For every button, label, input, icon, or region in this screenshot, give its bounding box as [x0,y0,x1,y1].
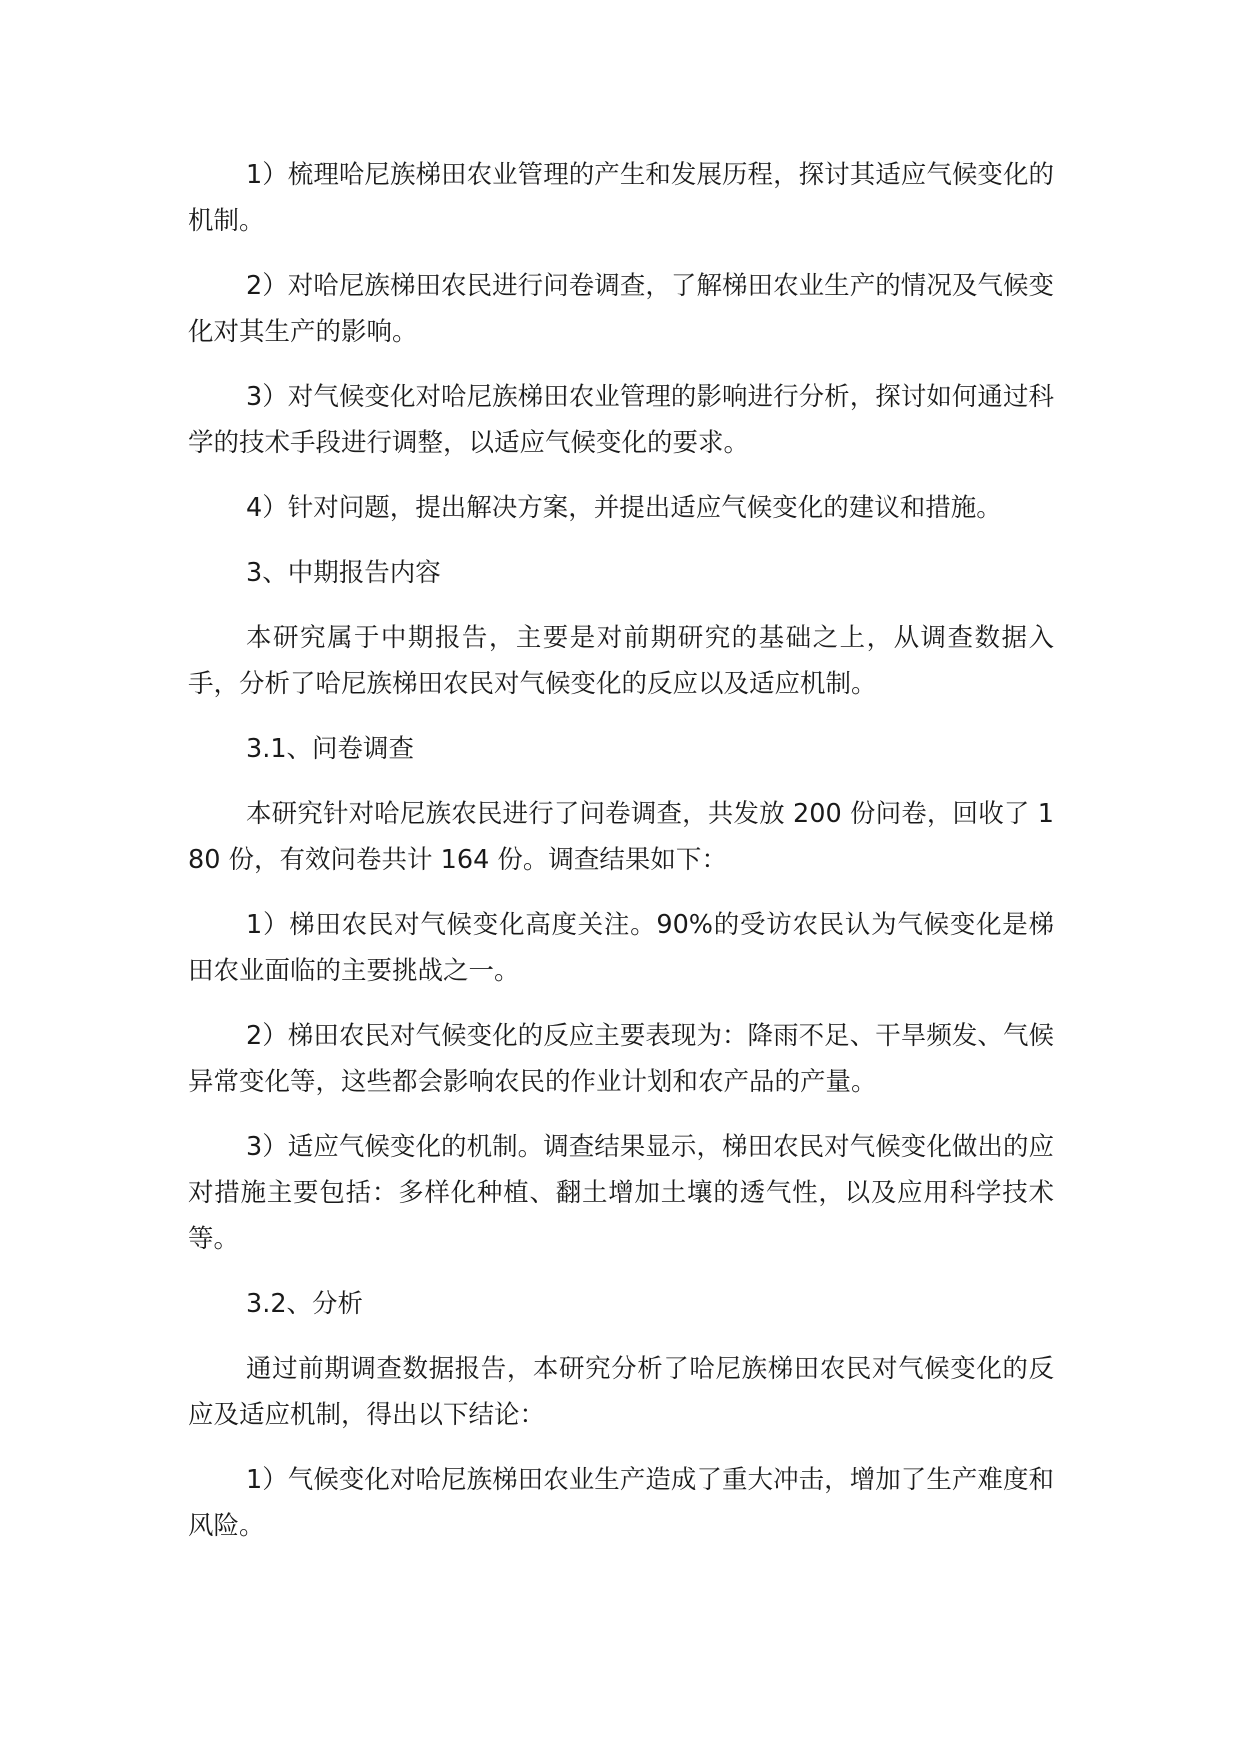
survey-result-2: 2）梯田农民对气候变化的反应主要表现为：降雨不足、干旱频发、气候异常变化等，这些都会影响农民的作业计划和农产品的产量。 [188,1021,1054,1097]
analysis-intro-paragraph: 通过前期调查数据报告，本研究分析了哈尼族梯田农民对气候变化的反应及适应机制，得出以下结论： [188,1354,1054,1430]
survey-result-3: 3）适应气候变化的机制。调查结果显示，梯田农民对气候变化做出的应对措施主要包括：多样化种植、翻土增加土壤的透气性，以及应用科学技术等。 [188,1132,1054,1254]
survey-result-1: 1）梯田农民对气候变化高度关注。90%的受访农民认为气候变化是梯田农业面临的主要挑战之一。 [188,910,1054,986]
subsection-heading-3-1: 3.1、问卷调查 [246,734,415,764]
survey-summary-paragraph: 本研究针对哈尼族农民进行了问卷调查，共发放 200 份问卷，回收了 180 份，有效问卷共计 164 份。调查结果如下： [188,799,1054,875]
list-item-4-solutions: 4）针对问题，提出解决方案，并提出适应气候变化的建议和措施。 [246,493,1002,523]
section-heading-3: 3、中期报告内容 [246,558,441,588]
subsection-heading-3-2: 3.2、分析 [246,1289,364,1319]
list-item-3-impact-analysis: 3）对气候变化对哈尼族梯田农业管理的影响进行分析，探讨如何通过科学的技术手段进行调整，以适应气候变化的要求。 [188,382,1054,458]
document-body [188,152,1054,1568]
list-item-2-questionnaire: 2）对哈尼族梯田农民进行问卷调查，了解梯田农业生产的情况及气候变化对其生产的影响。 [188,271,1054,347]
conclusion-1: 1）气候变化对哈尼族梯田农业生产造成了重大冲击，增加了生产难度和风险。 [188,1465,1054,1541]
section-3-intro-paragraph: 本研究属于中期报告，主要是对前期研究的基础之上，从调查数据入手，分析了哈尼族梯田农民对气候变化的反应以及适应机制。 [188,623,1054,699]
list-item-1-review-history: 1）梳理哈尼族梯田农业管理的产生和发展历程，探讨其适应气候变化的机制。 [188,160,1054,236]
